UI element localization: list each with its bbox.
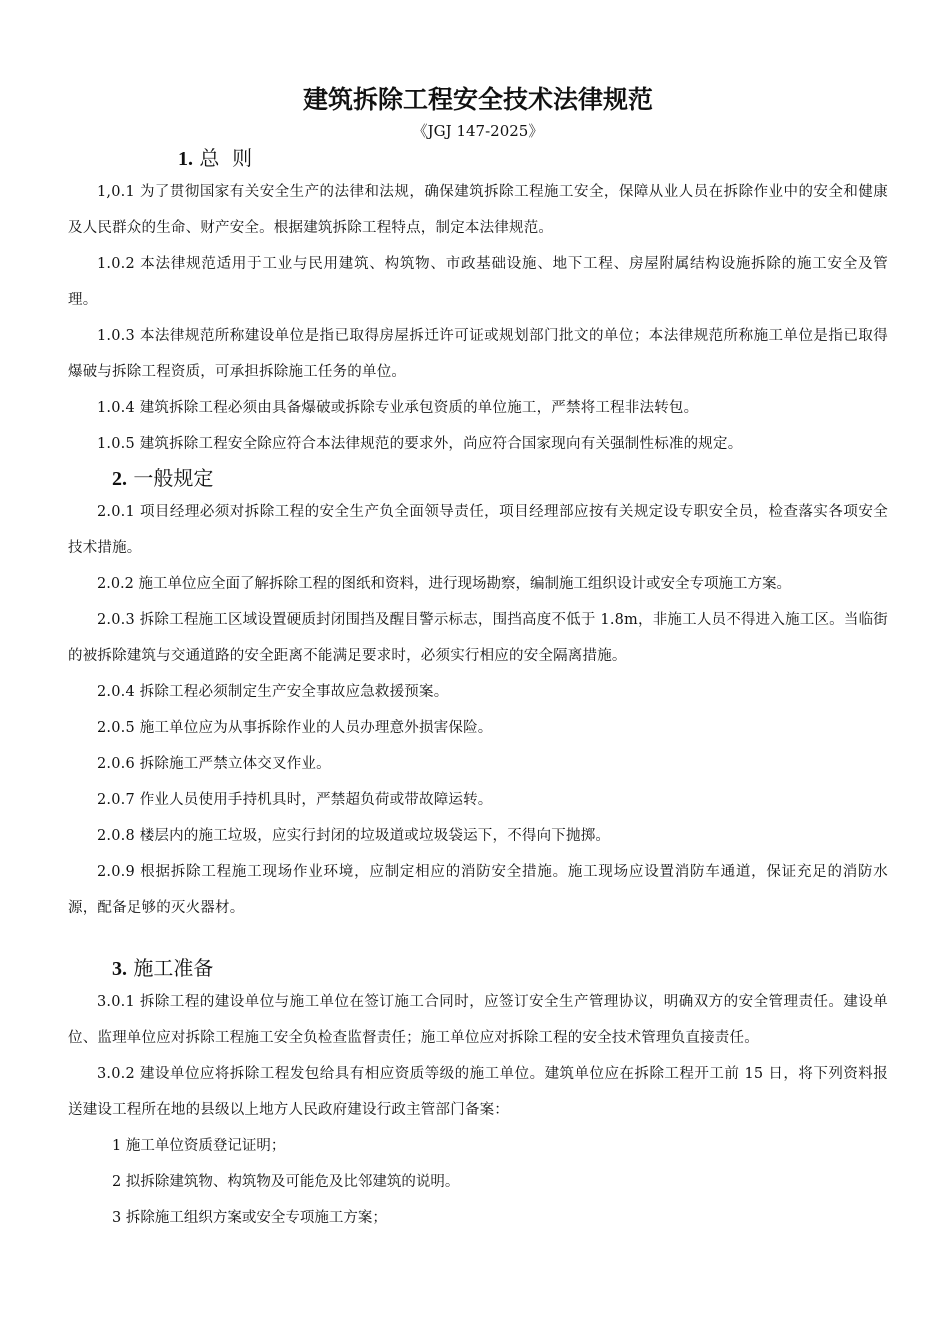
- section-spacer: [68, 926, 888, 952]
- clause-2-0-5: 2.0.5 施工单位应为从事拆除作业的人员办理意外损害保险。: [97, 720, 493, 736]
- clause-1-0-2: 1.0.2 本法律规范适用于工业与民用建筑、构筑物、市政基础设施、地下工程、房屋附属结构设施拆除的施工安全及管理。: [68, 256, 888, 308]
- section-heading-1: [68, 142, 888, 174]
- clause-2-0-8: 2.0.8 楼层内的施工垃圾，应实行封闭的垃圾道或垃圾袋运下，不得向下抛掷。: [97, 828, 611, 844]
- section-title: 一般规定: [133, 466, 214, 490]
- clause-1-0-5: 1.0.5 建筑拆除工程安全除应符合本法律规范的要求外，尚应符合国家现向有关强制性标准的规定。: [97, 436, 743, 452]
- section-heading-2: [68, 462, 888, 494]
- clause-3-0-1: 3.0.1 拆除工程的建设单位与施工单位在签订施工合同时，应签订安全生产管理协议，明确双方的安全管理责任。建设单位、监理单位应对拆除工程施工安全负检查监督责任；施工单位应对拆除工程的安全技术管理负直接责任。: [68, 994, 888, 1046]
- clause-3-0-2: 3.0.2 建设单位应将拆除工程发包给具有相应资质等级的施工单位。建筑单位应在拆除工程开工前 15 日，将下列资料报送建设工程所在地的县级以上地方人民政府建设行政主管部门备案：: [68, 1066, 888, 1118]
- list-item: 1 施工单位资质登记证明；: [112, 1138, 286, 1154]
- section-title: 总 则: [199, 146, 253, 170]
- section-heading-3: [68, 952, 888, 984]
- clause-2-0-3: 2.0.3 拆除工程施工区域设置硬质封闭围挡及醒目警示标志，围挡高度不低于 1.8m，非施工人员不得进入施工区。当临街的被拆除建筑与交通道路的安全距离不能满足要求时，必须实行相应的安全隔离措施。: [68, 612, 888, 664]
- document-title: 建筑拆除工程安全技术法律规范: [302, 85, 653, 114]
- section-number: 1.: [178, 148, 193, 170]
- clause-2-0-2: 2.0.2 施工单位应全面了解拆除工程的图纸和资料，进行现场勘察，编制施工组织设计或安全专项施工方案。: [97, 576, 791, 592]
- list-item: 3 拆除施工组织方案或安全专项施工方案；: [112, 1210, 387, 1226]
- section-title: 施工准备: [133, 956, 214, 980]
- clause-2-0-1: 2.0.1 项目经理必须对拆除工程的安全生产负全面领导责任，项目经理部应按有关规定设专职安全员，检查落实各项安全技术措施。: [68, 504, 888, 556]
- clause-2-0-4: 2.0.4 拆除工程必须制定生产安全事故应急救援预案。: [97, 684, 449, 700]
- document-page: [68, 80, 888, 1236]
- list-item: 2 拟拆除建筑物、构筑物及可能危及比邻建筑的说明。: [112, 1174, 460, 1190]
- section-number: 3.: [112, 958, 127, 980]
- section-number: 2.: [112, 468, 127, 490]
- clause-1-0-4: 1.0.4 建筑拆除工程必须由具备爆破或拆除专业承包资质的单位施工，严禁将工程非法转包。: [97, 400, 699, 416]
- clause-1-0-3: 1.0.3 本法律规范所称建设单位是指已取得房屋拆迁许可证或规划部门批文的单位；本法律规范所称施工单位是指已取得爆破与拆除工程资质，可承担拆除施工任务的单位。: [68, 328, 888, 380]
- clause-2-0-6: 2.0.6 拆除施工严禁立体交叉作业。: [97, 756, 331, 772]
- clause-1-0-1: 1,0.1 为了贯彻国家有关安全生产的法律和法规，确保建筑拆除工程施工安全，保障从业人员在拆除作业中的安全和健康及人民群众的生命、财产安全。根据建筑拆除工程特点，制定本法律规范。: [68, 184, 888, 236]
- clause-2-0-7: 2.0.7 作业人员使用手持机具时，严禁超负荷或带故障运转。: [97, 792, 493, 808]
- standard-code: 《JGJ 147-2025》: [412, 122, 544, 140]
- clause-2-0-9: 2.0.9 根据拆除工程施工现场作业环境，应制定相应的消防安全措施。施工现场应设置消防车通道，保证充足的消防水源，配备足够的灭火器材。: [68, 864, 888, 916]
